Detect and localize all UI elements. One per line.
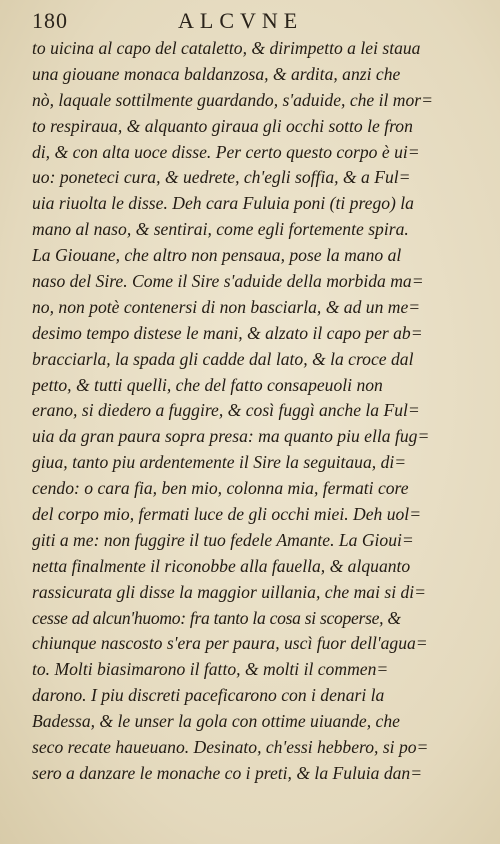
text-line: cesse ad alcun'huomo: fra tanto la cosa si scoperse, &: [32, 607, 401, 628]
text-line: La Giouane, che altro non pensaua, pose la mano al: [32, 245, 402, 266]
text-line: Badessa, & le unser la gola con ottime uiuande, che: [32, 711, 400, 732]
text-line: una giouane monaca baldanzosa, & ardita, anzi che: [32, 63, 401, 84]
running-head: ALCVNE: [178, 8, 304, 33]
text-line: no, non potè contenersi di non basciarla, & ad un me=: [32, 296, 421, 317]
text-line: desimo tempo distese le mani, & alzato il capo per ab=: [32, 322, 423, 343]
text-line: netta finalmente il riconobbe alla fauella, & alquanto: [32, 555, 411, 576]
text-line: cendo: o cara fia, ben mio, colonna mia, fermati core: [32, 478, 409, 499]
text-line: sero a danzare le monache co i preti, & la Fuluia dan=: [32, 762, 423, 783]
text-line: uo: poneteci cura, & uedrete, ch'egli soffia, & a Ful=: [32, 167, 411, 188]
body-text: [32, 36, 472, 787]
text-line: chiunque nascosto s'era per paura, uscì fuor dell'agua=: [32, 633, 428, 654]
text-line: naso del Sire. Come il Sire s'aduide della morbida ma=: [32, 271, 424, 292]
text-line: giua, tanto piu ardentemente il Sire la seguitaua, di=: [32, 452, 407, 473]
text-line: to respiraua, & alquanto giraua gli occhi sotto le fron: [32, 115, 413, 136]
text-line: darono. I piu discreti paceficarono con i denari la: [32, 685, 385, 706]
text-line: di, & con alta uoce disse. Per certo questo corpo è ui=: [32, 141, 420, 162]
text-line: uia riuolta le disse. Deh cara Fuluia poni (ti prego) la: [32, 193, 414, 214]
text-line: to. Molti biasimarono il fatto, & molti il commen=: [32, 659, 389, 680]
text-line: erano, si diedero a fuggire, & così fuggì anche la Ful=: [32, 400, 420, 421]
text-line: uia da gran paura sopra presa: ma quanto piu ella fug=: [32, 426, 430, 447]
text-line: bracciarla, la spada gli cadde dal lato, & la croce dal: [32, 348, 414, 369]
text-line: petto, & tutti quelli, che del fatto consapeuoli non: [32, 374, 383, 395]
text-line: giti a me: non fuggire il tuo fedele Amante. La Gioui=: [32, 529, 414, 550]
text-line: seco recate haueuano. Desinato, ch'essi hebbero, si po=: [32, 737, 429, 758]
text-line: mano al naso, & sentirai, come egli fortemente spira.: [32, 219, 409, 240]
text-line: nò, laquale sottilmente guardando, s'aduide, che il mor=: [32, 89, 434, 110]
text-line: del corpo mio, fermati luce de gli occhi miei. Deh uol=: [32, 504, 422, 525]
page-number: 180: [32, 8, 68, 33]
page-header: [32, 6, 472, 34]
text-line: to uicina al capo del cataletto, & dirimpetto a lei staua: [32, 38, 421, 58]
text-line: rassicurata gli disse la maggior uillania, che mai si di=: [32, 581, 427, 602]
